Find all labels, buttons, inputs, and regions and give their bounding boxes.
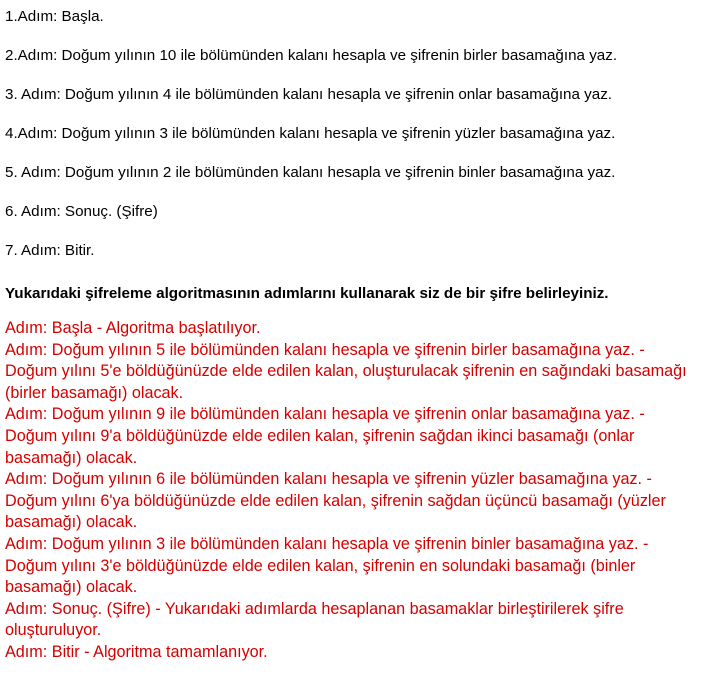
step-2: 2.Adım: Doğum yılının 10 ile bölümünden kalanı hesapla ve şifrenin birler basamağına yaz. [5, 47, 618, 64]
answer-line: Adım: Doğum yılının 5 ile bölümünden kalanı hesapla ve şifrenin birler basamağına yaz. - Doğum yılını 5'e böldüğünüzde elde edilen kalan, oluşturulacak şifrenin en sağındaki basamağı (birler basamağı) olacak. [5, 340, 687, 402]
step-6: 6. Adım: Sonuç. (Şifre) [5, 203, 158, 220]
answer-line: Adım: Doğum yılının 6 ile bölümünden kalanı hesapla ve şifrenin yüzler basamağına yaz. - Doğum yılını 6'ya böldüğünüzde elde edilen kalan, şifrenin sağdan üçüncü basamağı (yüzler basamağı) olacak. [5, 470, 666, 532]
step-1: 1.Adım: Başla. [5, 8, 104, 25]
step-4: 4.Adım: Doğum yılının 3 ile bölümünden kalanı hesapla ve şifrenin yüzler basamağına yaz. [5, 125, 616, 142]
algorithm-steps [5, 8, 701, 281]
answer-line: Adım: Bitir - Algoritma tamamlanıyor. [5, 642, 268, 661]
answer-line: Adım: Başla - Algoritma başlatılıyor. [5, 319, 261, 337]
step-7: 7. Adım: Bitir. [5, 242, 95, 259]
answer-line: Adım: Sonuç. (Şifre) - Yukarıdaki adımlarda hesaplanan basamaklar birleştirilerek şifre oluşturuluyor. [5, 599, 624, 640]
answer-line: Adım: Doğum yılının 3 ile bölümünden kalanı hesapla ve şifrenin binler basamağına yaz. - Doğum yılını 3'e böldüğünüzde elde edilen kalan, şifrenin en solundaki basamağı (binler basamağı) olacak. [5, 534, 649, 597]
answer-block [5, 318, 699, 664]
step-5: 5. Adım: Doğum yılının 2 ile bölümünden kalanı hesapla ve şifrenin binler basamağına yaz. [5, 164, 616, 181]
step-3: 3. Adım: Doğum yılının 4 ile bölümünden kalanı hesapla ve şifrenin onlar basamağına yaz. [5, 86, 613, 103]
answer-line: Adım: Doğum yılının 9 ile bölümünden kalanı hesapla ve şifrenin onlar basamağına yaz. - Doğum yılını 9'a böldüğünüzde elde edilen kalan, şifrenin sağdan ikinci basamağı (onlar basamağı) olacak. [5, 405, 645, 467]
task-instruction: Yukarıdaki şifreleme algoritmasının adımlarını kullanarak siz de bir şifre belirleyiniz. [5, 285, 609, 302]
